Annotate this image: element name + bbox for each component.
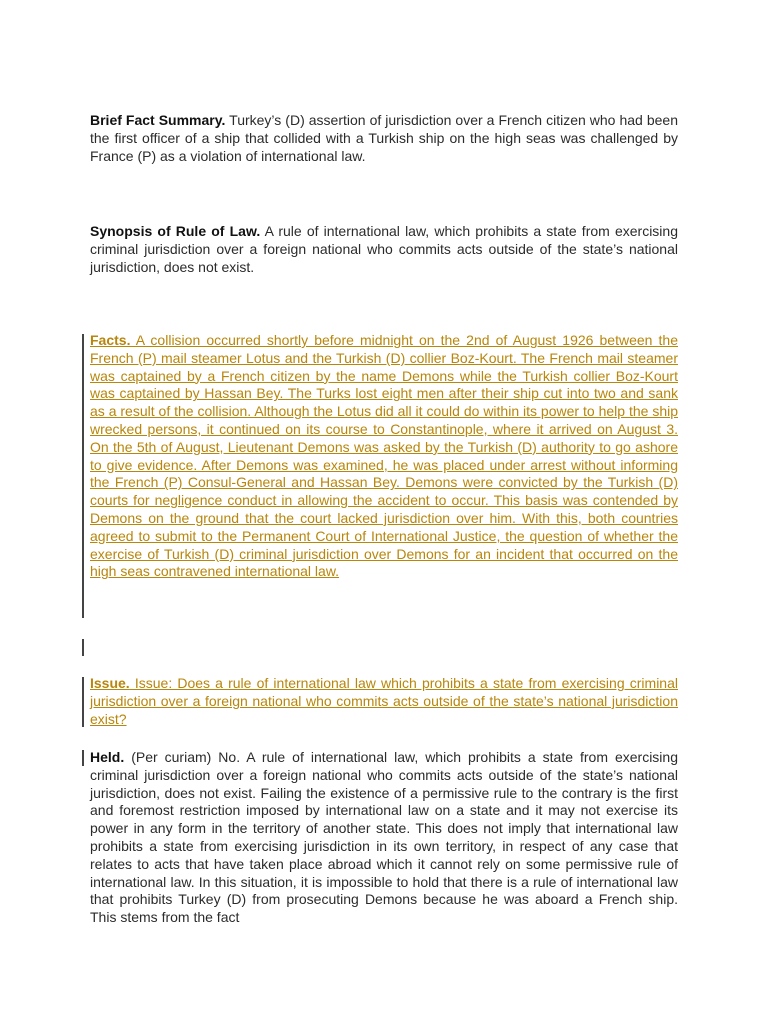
synopsis-text: A rule of international law, which prohibits a state from exercising criminal jurisdiction over a foreign national who commits acts outside of the state’s national jurisdiction, does not exist. (90, 223, 678, 275)
held-change-bar (82, 750, 84, 766)
held-heading: Held. (90, 749, 125, 765)
facts-heading: Facts. (90, 332, 131, 348)
brief-fact-summary-paragraph (90, 112, 678, 165)
issue-change-bar (82, 677, 84, 727)
brief-fact-summary-heading: Brief Fact Summary. (90, 112, 226, 128)
facts-change-bar (82, 334, 84, 618)
held-text: (Per curiam) No. A rule of international law, which prohibits a state from exercising criminal jurisdiction over a foreign national who commits acts outside of the state’s national jurisdiction, does not exist. Failing the existence of a permissive rule to the contrary is the first and foremost restriction imposed by international law on a state and it may not exercise its power in any form in the territory of another state. This does not imply that international law prohibits a state from exercising jurisdiction in its own territory, in respect of any case that relates to acts that have taken place abroad which it cannot rely on some permissive rule of international law. In this situation, it is impossible to hold that there is a rule of international law that prohibits Turkey (D) from prosecuting Demons because he was aboard a French ship. This stems from the fact (90, 749, 678, 926)
synopsis-paragraph (90, 223, 678, 276)
brief-fact-summary-text: Turkey’s (D) assertion of jurisdiction over a French citizen who had been the first officer of a ship that collided with a Turkish ship on the high seas was challenged by France (P) as a violation of international law. (90, 112, 679, 164)
empty-line-change-bar (82, 639, 84, 656)
facts-text: A collision occurred shortly before midnight on the 2nd of August 1926 between the French (P) mail steamer Lotus and the Turkish (D) collier Boz-Kourt. The French mail steamer was captained by a French citizen by the name Demons while the Turkish collier Boz-Kourt was captained by Hassan Bey. The Turks lost eight men after their ship cut into two and sank as a result of the collision. Although the Lotus did all it could do within its power to help the ship wrecked persons, it continued on its course to Constantinople, where it arrived on August 3. On the 5th of August, Lieutenant Demons was asked by the Turkish (D) authority to go ashore to give evidence. After Demons was examined, he was placed under arrest without informing the French (P) Consul-General and Hassan Bey. Demons were convicted by the Turkish (D) courts for negligence conduct in allowing the accident to occur. This basis was contended by Demons on the ground that the court lacked jurisdiction over him. With this, both countries agreed to submit to the Permanent Court of International Justice, the question of whether the exercise of Turkish (D) criminal jurisdiction over Demons for an incident that occurred on the high seas contravened international law. (90, 332, 678, 580)
issue-heading: Issue. (90, 675, 130, 691)
issue-paragraph (90, 675, 678, 728)
held-paragraph (90, 749, 678, 927)
synopsis-heading: Synopsis of Rule of Law. (90, 223, 261, 239)
facts-paragraph (90, 332, 678, 581)
issue-text: Issue: Does a rule of international law which prohibits a state from exercising criminal jurisdiction over a foreign national who commits acts outside of the state’s national jurisdiction exist? (90, 675, 678, 727)
